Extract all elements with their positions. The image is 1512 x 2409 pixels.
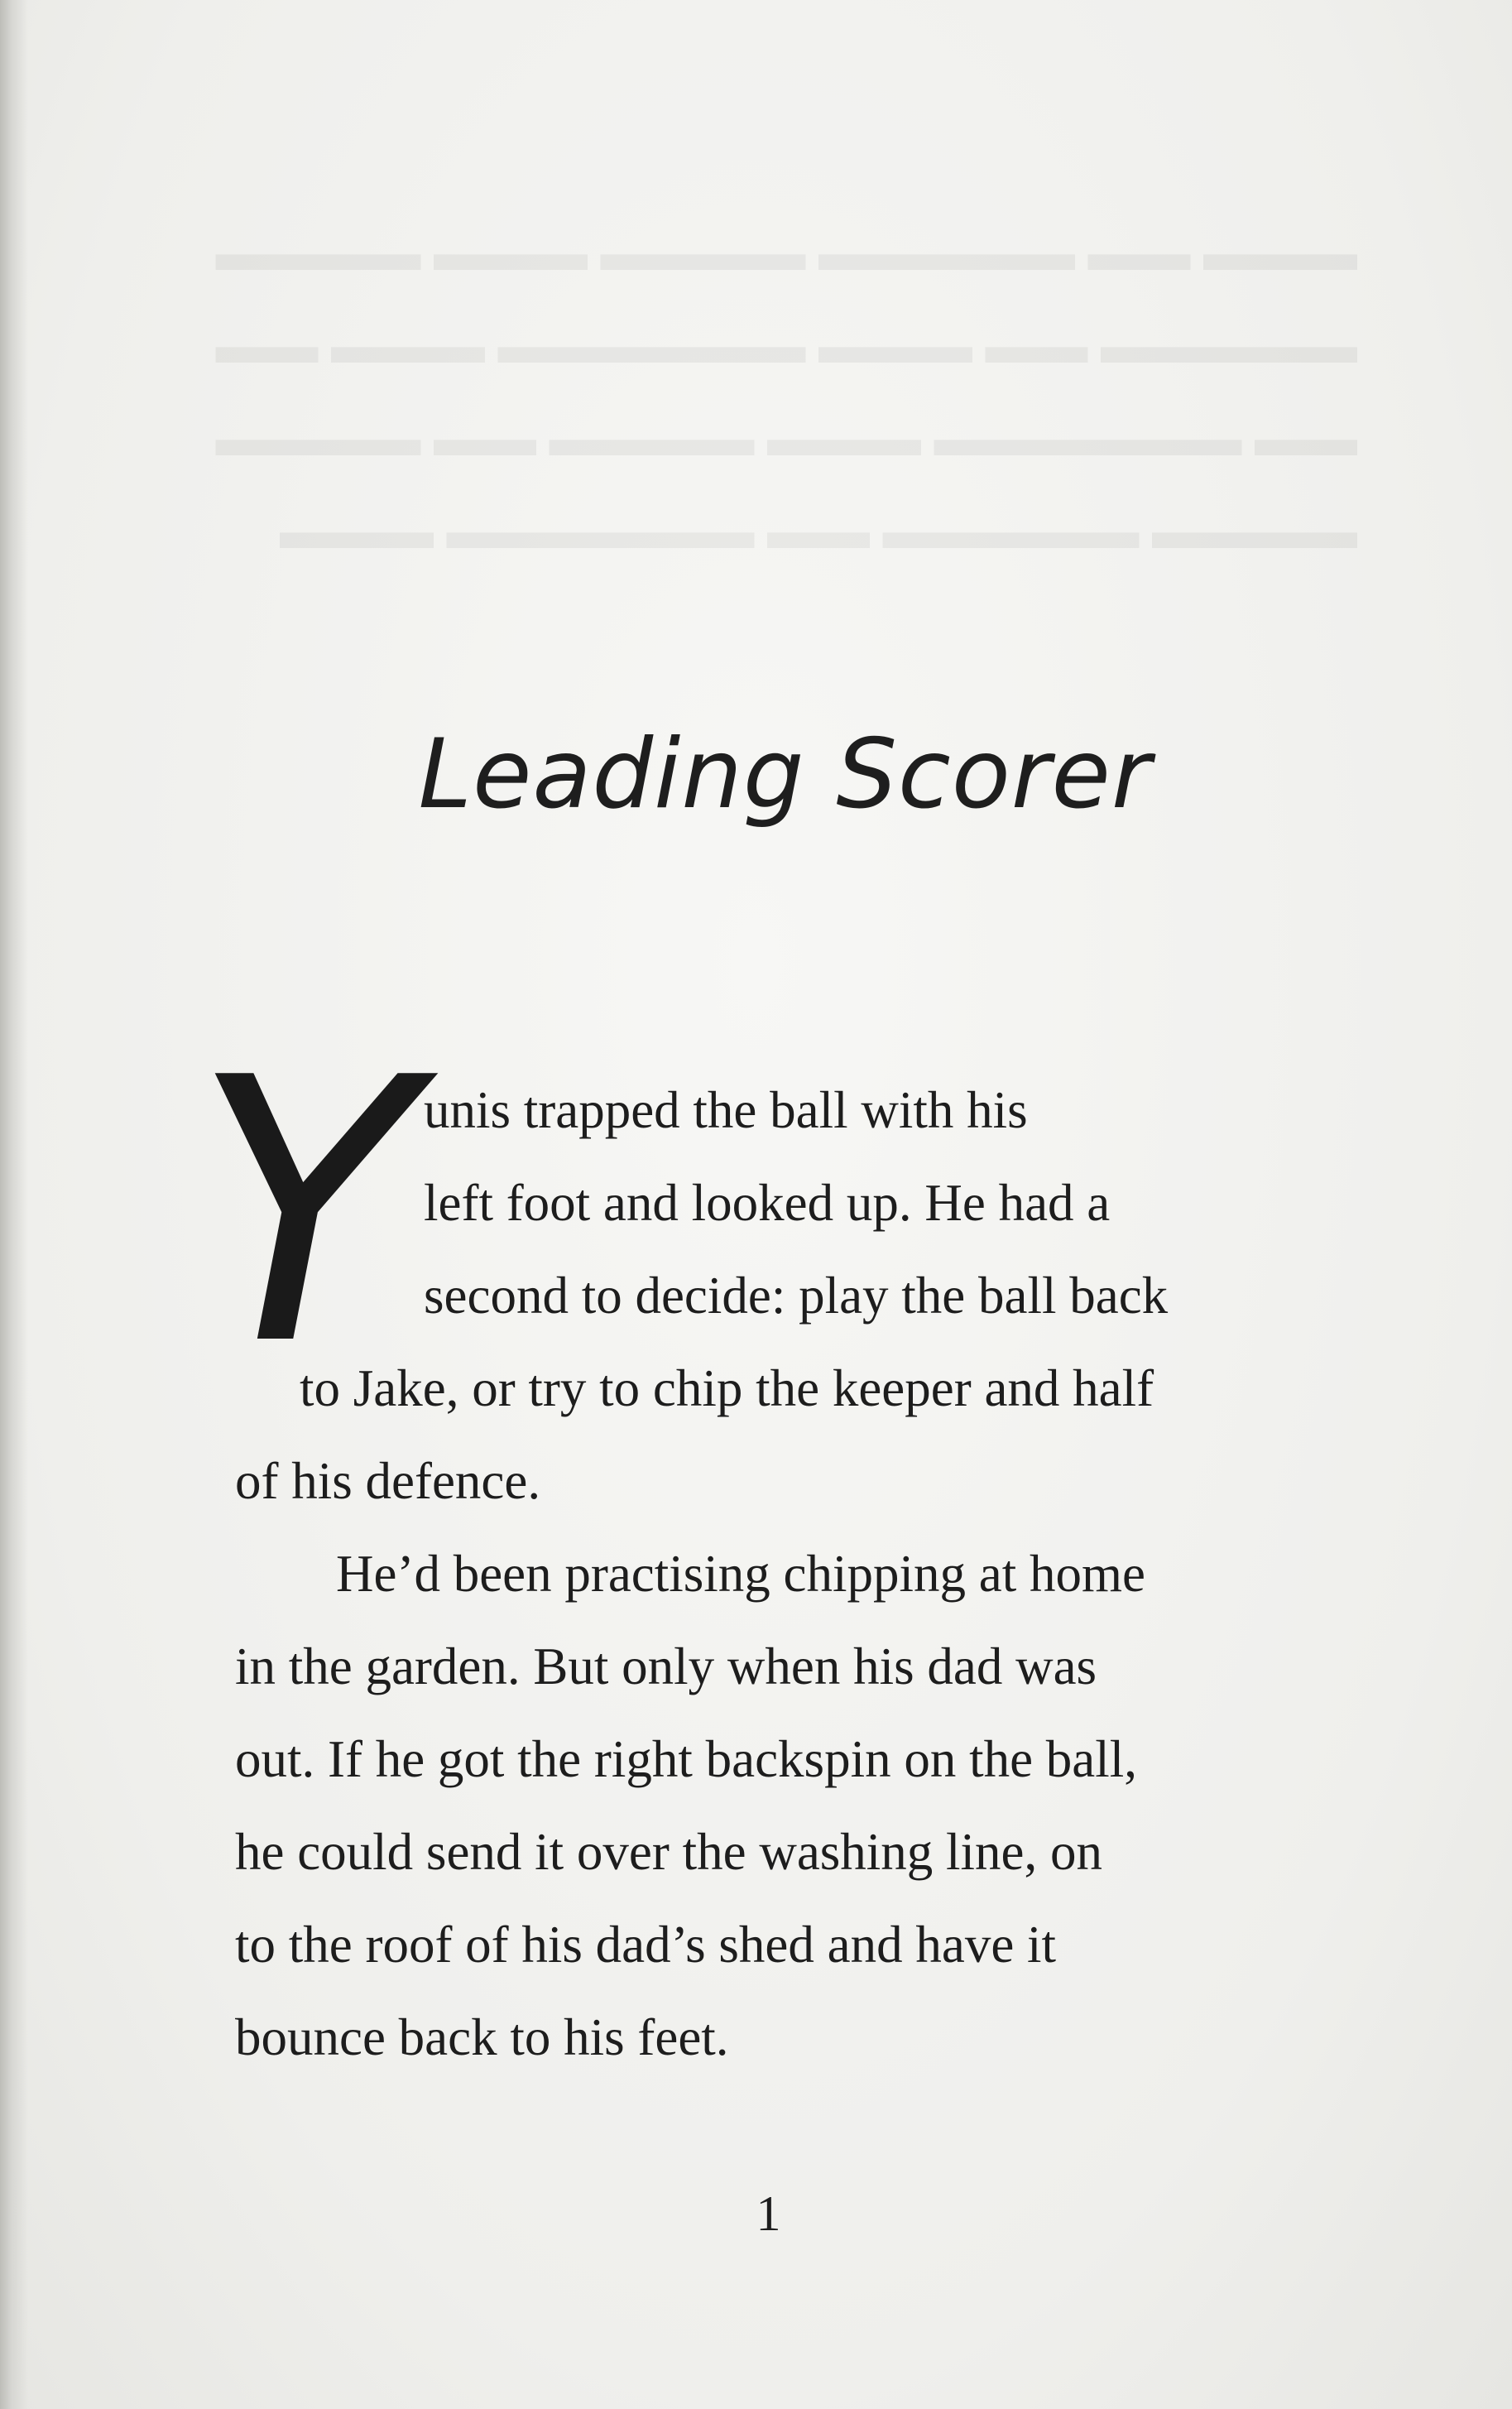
text-line: bounce back to his feet. xyxy=(235,2008,729,2066)
chapter-body xyxy=(192,1001,1344,2084)
text-line: unis trapped the ball with his xyxy=(424,1081,1028,1139)
text-line: He’d been practising chipping at home xyxy=(336,1545,1145,1603)
text-line: he could send it over the washing line, on xyxy=(235,1823,1103,1881)
show-through-texture: ▬▬▬ ▬▬ ▬▬▬▬▬ ▬▬▬▬ ▬▬▬ ▬▬▬▬ ▬▬▬▬▬ ▬▬ ▬▬▬ ▬▬▬▬▬▬ ▬▬▬ ▬▬ ▬▬ ▬▬▬▬▬▬ ▬▬▬ ▬▬▬▬ ▬▬ ▬▬▬▬ ▬▬▬▬ ▬▬▬▬▬ ▬▬ ▬▬▬▬▬▬ ▬▬▬ xyxy=(215,225,1357,560)
text-line: to the roof of his dad’s shed and have it xyxy=(235,1916,1057,1974)
paragraph-1 xyxy=(192,1001,1344,1527)
text-line: out. If he got the right backspin on the ball, xyxy=(235,1730,1138,1788)
text-line: left foot and looked up. He had a xyxy=(424,1174,1111,1232)
chapter-title: Leading Scorer xyxy=(418,718,1152,830)
spine-shadow xyxy=(0,0,28,2409)
text-line: to Jake, or try to chip the keeper and half xyxy=(300,1359,1154,1417)
page-number: 1 xyxy=(756,2186,781,2241)
text-line: of his defence. xyxy=(235,1452,541,1510)
text-line: second to decide: play the ball back xyxy=(424,1267,1169,1325)
text-line: in the garden. But only when his dad was xyxy=(235,1637,1097,1695)
drop-cap: Y xyxy=(192,1001,415,1425)
paragraph-2 xyxy=(235,1527,1344,2084)
